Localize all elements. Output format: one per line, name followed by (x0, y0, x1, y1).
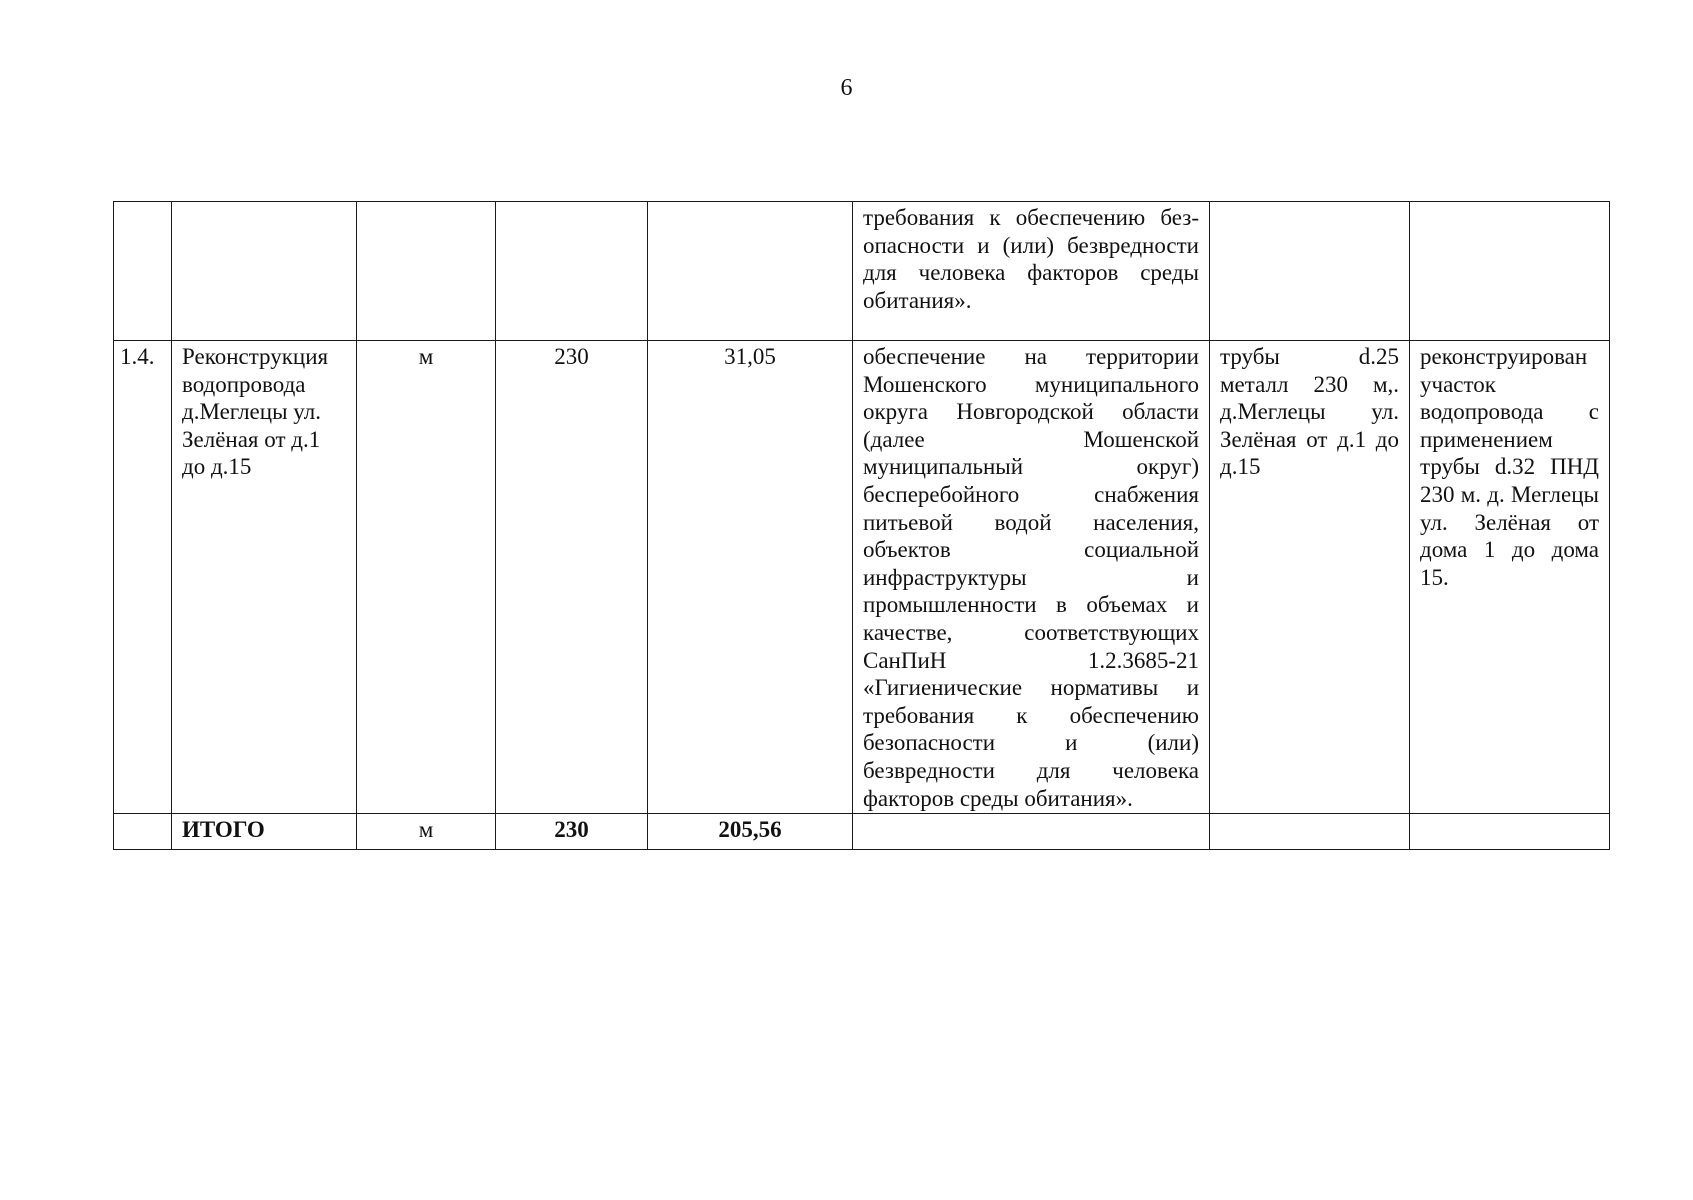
total-quantity: 230 (554, 817, 589, 843)
cell-unit (357, 202, 496, 341)
cell-cost (648, 202, 853, 341)
result-text: реконструирован участок водопровода с применением трубы d.32 ПНД 230 м. д. Меглецы ул. Зелёная от дома 1 до дома 15. (1420, 344, 1599, 590)
cell-name (172, 341, 357, 814)
cost-text: 31,05 (724, 344, 776, 369)
cell-current-state (1210, 341, 1410, 814)
cell-result (1410, 202, 1610, 341)
total-unit: м (418, 817, 434, 843)
cell-result (1410, 814, 1610, 850)
total-cost: 205,56 (718, 817, 782, 843)
cell-total-label (172, 814, 357, 850)
unit-text: м (418, 344, 434, 369)
cell-description (853, 341, 1210, 814)
cell-cost (648, 341, 853, 814)
cell-current-state (1210, 202, 1410, 341)
cell-quantity (496, 814, 648, 850)
row-number: 1.4. (120, 344, 155, 369)
cell-quantity (496, 341, 648, 814)
current-state-text: трубы d.25 металл 230 м,. д.Меглецы ул. Зелёная от д.1 до д.15 (1220, 344, 1399, 480)
cell-current-state (1210, 814, 1410, 850)
table-row-1-4 (114, 341, 1610, 814)
cell-number (114, 814, 172, 850)
table-row-continuation (114, 202, 1610, 341)
cell-unit (357, 341, 496, 814)
cell-quantity (496, 202, 648, 341)
quantity-text: 230 (554, 344, 589, 369)
cell-number (114, 202, 172, 341)
cell-description (853, 814, 1210, 850)
table-row-total (114, 814, 1610, 850)
cell-result (1410, 341, 1610, 814)
total-label: ИТОГО (182, 817, 265, 843)
data-table (113, 201, 1610, 850)
cell-unit (357, 814, 496, 850)
page-number: 6 (840, 75, 853, 101)
description-text: обеспечение на территории Мошенского муниципального округа Новгородской области (далее Мошенской муниципальный округ) бесперебойного снабжения питьевой водой населения, объектов социальной инфраструктуры и промышленности в объемах и качестве, соответствующих СанПиН 1.2.3685-21 «Гигиенические нормативы и требования к обеспечению безопасности и (или) безвредности для человека факторов среды обитания». (863, 344, 1199, 811)
cell-description (853, 202, 1210, 341)
description-text: требования к обеспечению без-опасности и (или) безвредности для человека факторов среды обитания». (863, 205, 1199, 313)
cell-cost (648, 814, 853, 850)
cell-name (172, 202, 357, 341)
object-name: Реконструкция водопровода д.Меглецы ул. Зелёная от д.1 до д.15 (182, 344, 329, 480)
cell-number (114, 341, 172, 814)
